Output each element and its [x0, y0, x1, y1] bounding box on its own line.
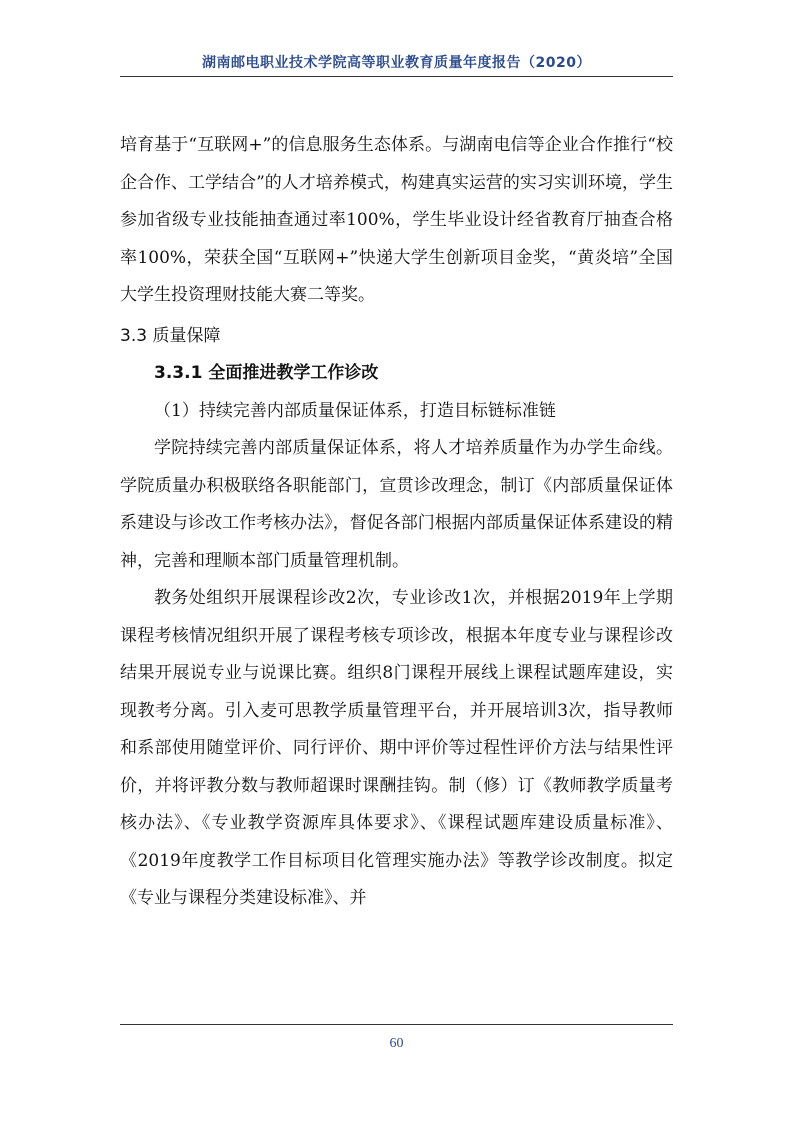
body-text: [120, 127, 673, 918]
page-number: 60: [389, 1036, 404, 1051]
section-heading: 3.3 质量保障: [120, 325, 221, 346]
running-header: 湖南邮电职业技术学院高等职业教育质量年度报告（2020）: [202, 55, 591, 71]
footer-rule: [120, 1024, 673, 1025]
paragraph-quality-system: 学院持续完善内部质量保证体系，将人才培养质量作为办学生命线。学院质量办积极联络各职能部门，宣贯诊改理念，制订《内部质量保证体系建设与诊改工作考核办法》，督促各部门根据内部质量保证体系建设的精神，完善和理顺本部门质量管理机制。: [120, 438, 673, 571]
header-rule: [120, 76, 673, 77]
subsection-heading: 3.3.1 全面推进教学工作诊改: [154, 363, 379, 383]
paragraph-intro: 培育基于“互联网+”的信息服务生态体系。与湖南电信等企业合作推行“校企合作、工学结合”的人才培养模式，构建真实运营的实习实训环境，学生参加省级专业技能抽查通过率100%，学生毕业设计经省教育厅抽查合格率100%，荣获全国“互联网+”快递大学生创新项目金奖，“黄炎培”全国大学生投资理财技能大赛二等奖。: [120, 135, 673, 305]
item-heading: （1）持续完善内部质量保证体系，打造目标链标准链: [154, 400, 556, 421]
paragraph-academic-affairs: 教务处组织开展课程诊改2次，专业诊改1次，并根据2019年上学期课程考核情况组织开展了课程考核专项诊改，根据本年度专业与课程诊改结果开展说专业与说课比赛。组织8门课程开展线上课程试题库建设，实现教考分离。引入麦可思教学质量管理平台，并开展培训3次，指导教师和系部使用随堂评价、同行评价、期中评价等过程性评价方法与结果性评价，并将评教分数与教师超课时课酬挂钩。制（修）订《教师教学质量考核办法》、《专业教学资源库具体要求》、《课程试题库建设质量标准》、《2019年度教学工作目标项目化管理实施办法》等教学诊改制度。拟定《专业与课程分类建设标准》、并: [120, 588, 673, 908]
